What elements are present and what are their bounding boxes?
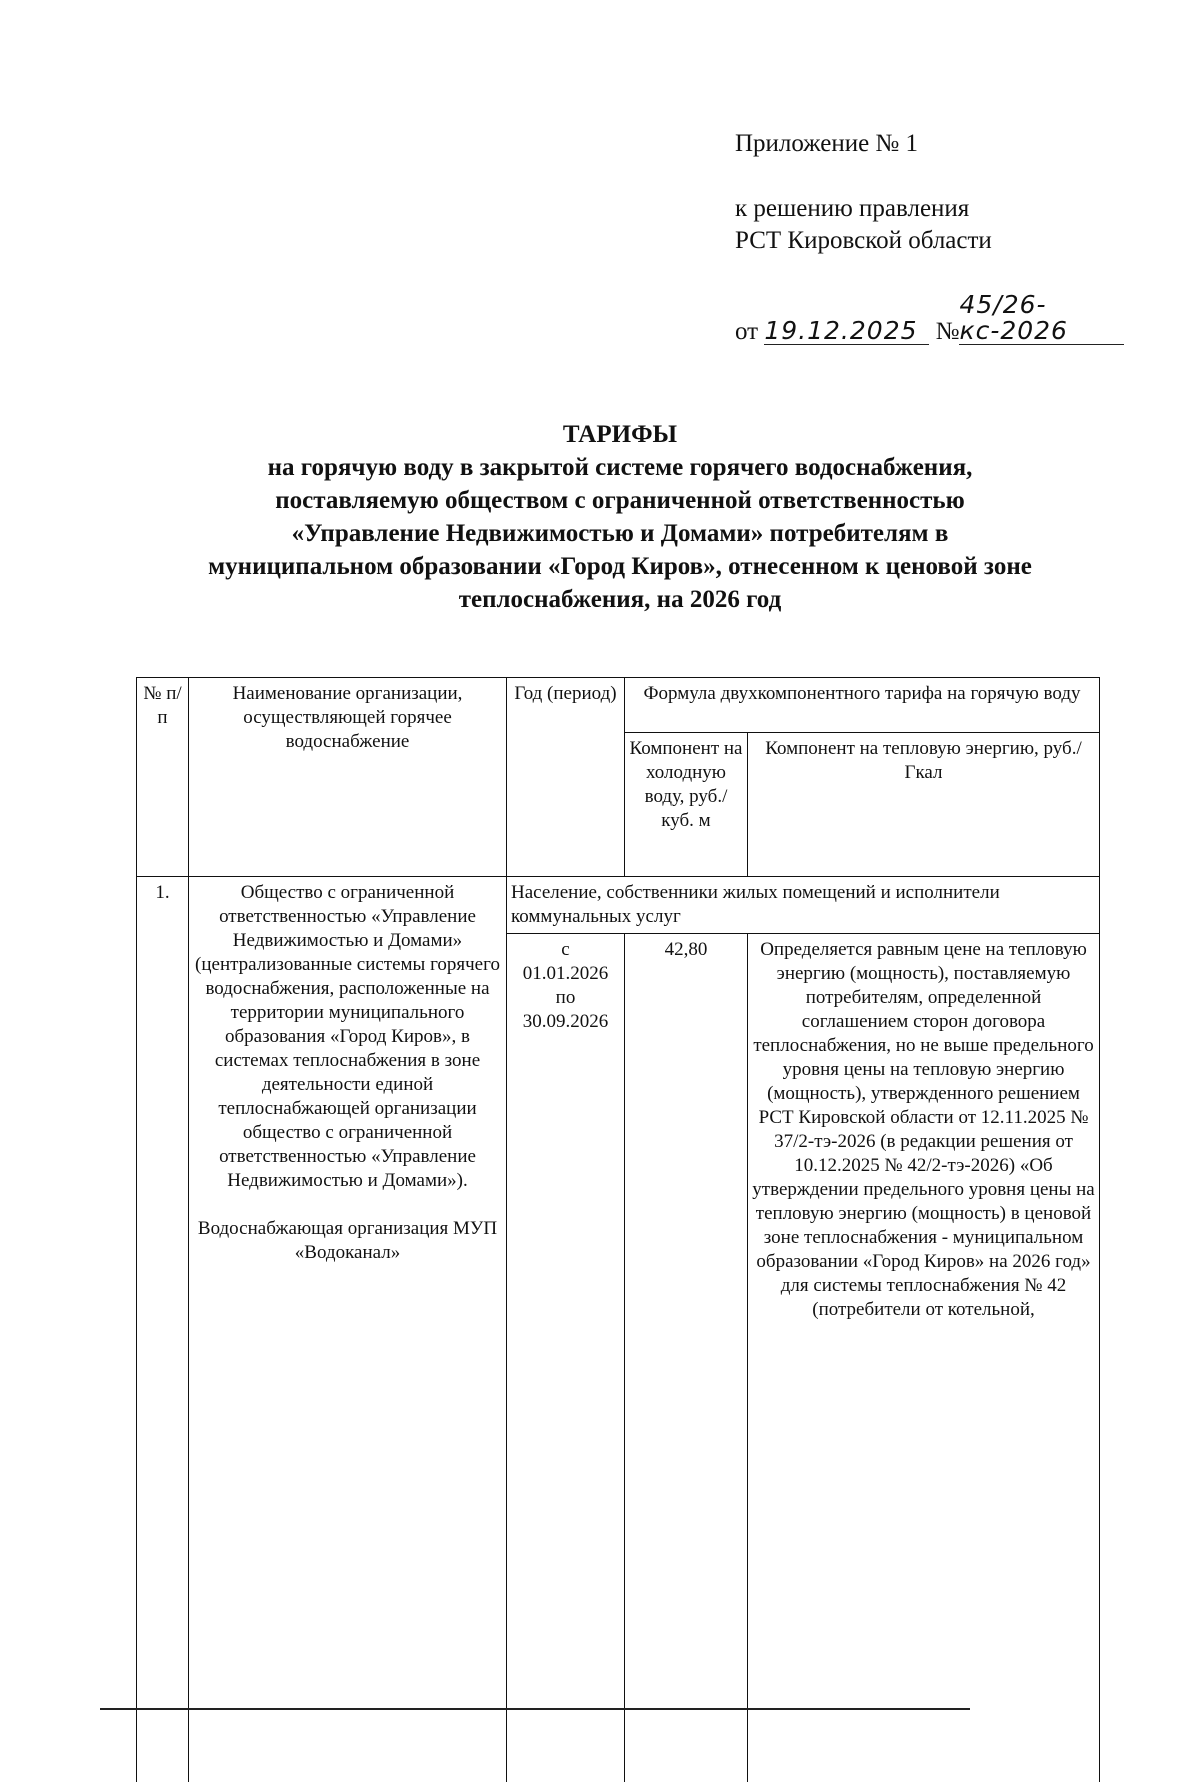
org-supplier: Водоснабжающая организация МУП «Водоканал» xyxy=(193,1217,502,1265)
title-line-5: теплоснабжения, на 2026 год xyxy=(120,583,1120,616)
heat-component-text: Определяется равным цене на тепловую энергию (мощность), поставляемую потребителям, определенной соглашением сторон договора теплоснабжения, но не выше предельного уровня цены на тепловую энергию (мощность), утвержденного решением РСТ Кировской области от 12.11.2025 № 37/2-тэ-2026 (в редакции решения от 10.12.2025 № 42/2-тэ-2026) «Об утверждении предельного уровня цены на тепловую энергию (мощность) в ценовой зоне теплоснабжения - муниципальном образовании «Город Киров» на 2026 год» для системы теплоснабжения № 42 (потребители от котельной, xyxy=(748,934,1100,1782)
header-num: № п/п xyxy=(137,678,189,877)
title-line-1: на горячую воду в закрытой системе горячего водоснабжения, xyxy=(120,451,1120,484)
cold-component-value: 42,80 xyxy=(625,934,748,1782)
header-period: Год (период) xyxy=(507,678,625,877)
row-org xyxy=(189,877,507,1782)
row-period xyxy=(507,934,625,1782)
header-org: Наименование организации, осуществляющей горячее водоснабжение xyxy=(189,678,507,877)
annex-title: Приложение № 1 xyxy=(735,128,918,160)
number-prefix: № xyxy=(936,318,960,345)
header-cold-component: Компонент на холодную воду, руб./куб. м xyxy=(625,733,748,877)
table-row xyxy=(137,877,1100,934)
annex-date-line xyxy=(735,292,1124,348)
table-header-row-1 xyxy=(137,678,1100,733)
header-heat-component: Компонент на тепловую энергию, руб./Гкал xyxy=(748,733,1100,877)
title-heading: ТАРИФЫ xyxy=(120,418,1120,451)
tariff-table xyxy=(136,677,1100,1782)
document-title xyxy=(120,418,1120,616)
date-prefix: от xyxy=(735,318,758,345)
title-line-3: «Управление Недвижимостью и Домами» потребителям в xyxy=(120,517,1120,550)
period-from: с xyxy=(511,938,620,962)
org-name: Общество с ограниченной ответственностью «Управление Недвижимостью и Домами» (централизованные системы горячего водоснабжения, расположенные на территории муниципального образования «Город Киров», в системах теплоснабжения в зоне деятельности единой теплоснабжающей организации общество с ограниченной ответственностью «Управление Недвижимостью и Домами»). xyxy=(193,881,502,1193)
annex-decision-line2: РСТ Кировской области xyxy=(735,225,992,257)
period-to: по xyxy=(511,986,620,1010)
period-start: 01.01.2026 xyxy=(511,962,620,986)
period-end: 30.09.2026 xyxy=(511,1010,620,1034)
annex-decision-line1: к решению правления xyxy=(735,193,969,225)
title-line-2: поставляемую обществом с ограниченной ответственностью xyxy=(120,484,1120,517)
consumer-group: Население, собственники жилых помещений и исполнители коммунальных услуг xyxy=(507,877,1100,934)
title-line-4: муниципальном образовании «Город Киров», отнесенном к ценовой зоне xyxy=(120,550,1120,583)
handwritten-date: 19.12.2025 xyxy=(764,318,929,345)
handwritten-number: 45/26-кс-2026 xyxy=(959,292,1124,345)
header-formula: Формула двухкомпонентного тарифа на горячую воду xyxy=(625,678,1100,733)
row-num: 1. xyxy=(137,877,189,1782)
page-bottom-edge-line xyxy=(100,1708,970,1710)
